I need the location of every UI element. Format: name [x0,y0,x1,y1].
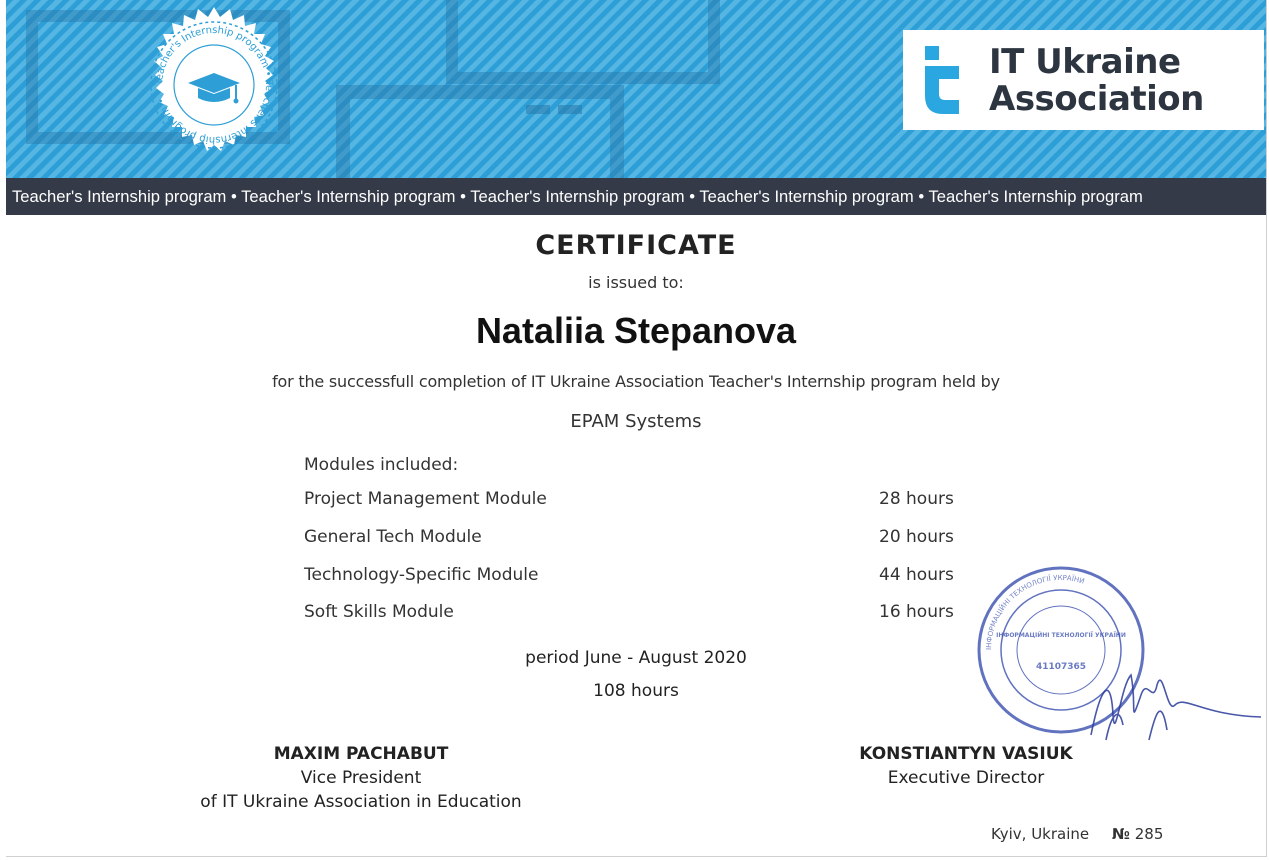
certificate-title: CERTIFICATE [535,230,737,261]
footer [991,825,1163,843]
completion-description: for the successfull completion of IT Ukraine Association Teacher's Internship program held by [272,372,1000,391]
certificate-number: 285 [1134,825,1164,843]
stamp-ring-text: ІНФОРМАЦІЙНІ ТЕХНОЛОГІЇ УКРАЇНИ [984,573,1086,651]
signatory-role: Executive Director [887,768,1045,788]
logo-text [989,44,1259,118]
module-hours: 28 hours [879,489,954,509]
stamp-center-text: ІНФОРМАЦІЙНІ ТЕХНОЛОГІЇ УКРАЇНИ [996,632,1126,639]
recipient-name: Nataliia Stepanova [475,310,797,351]
host-company: EPAM Systems [570,411,702,432]
module-name: General Tech Module [304,527,482,547]
signatory-role: of IT Ukraine Association in Education [200,792,522,812]
signatory-left [166,742,556,814]
program-period: period June - August 2020 [525,648,747,668]
seal-ring-text: Teacher's Internship program • Teacher's Internship program • [153,24,275,146]
program-seal-icon [134,5,294,165]
logo-line-1: IT Ukraine [989,42,1181,82]
certificate-page [6,0,1267,857]
decor-dots [526,99,596,109]
module-name: Project Management Module [304,489,547,509]
module-row [304,527,964,551]
module-hours: 16 hours [879,602,954,622]
total-hours: 108 hours [593,681,679,701]
issued-to-label: is issued to: [588,273,684,292]
signatory-right [836,742,1096,790]
module-name: Soft Skills Module [304,602,454,622]
number-label: № [1111,825,1130,843]
logo-line-2: Association [989,79,1204,119]
it-ukraine-logo [903,30,1264,130]
program-banner: Teacher's Internship program • Teacher's Internship program • Teacher's Internship program • Teacher's Internship program • Teacher's Internship program [6,178,1266,215]
module-hours: 20 hours [879,527,954,547]
module-row [304,602,964,626]
signatory-role: Vice President [300,768,422,788]
modules-label: Modules included: [304,455,459,475]
issue-place: Kyiv, Ukraine [991,825,1090,843]
signatory-name: MAXIM PACHABUT [273,744,449,764]
module-name: Technology-Specific Module [304,565,539,585]
header-banner [6,0,1266,178]
it-ukraine-logo-icon [925,46,965,114]
stamp-code: 41107365 [1035,662,1087,672]
module-hours: 44 hours [879,565,954,585]
module-row [304,565,964,589]
signatory-name: KONSTIANTYN VASIUK [859,744,1073,764]
decor-frame [446,0,720,84]
module-row [304,489,964,513]
